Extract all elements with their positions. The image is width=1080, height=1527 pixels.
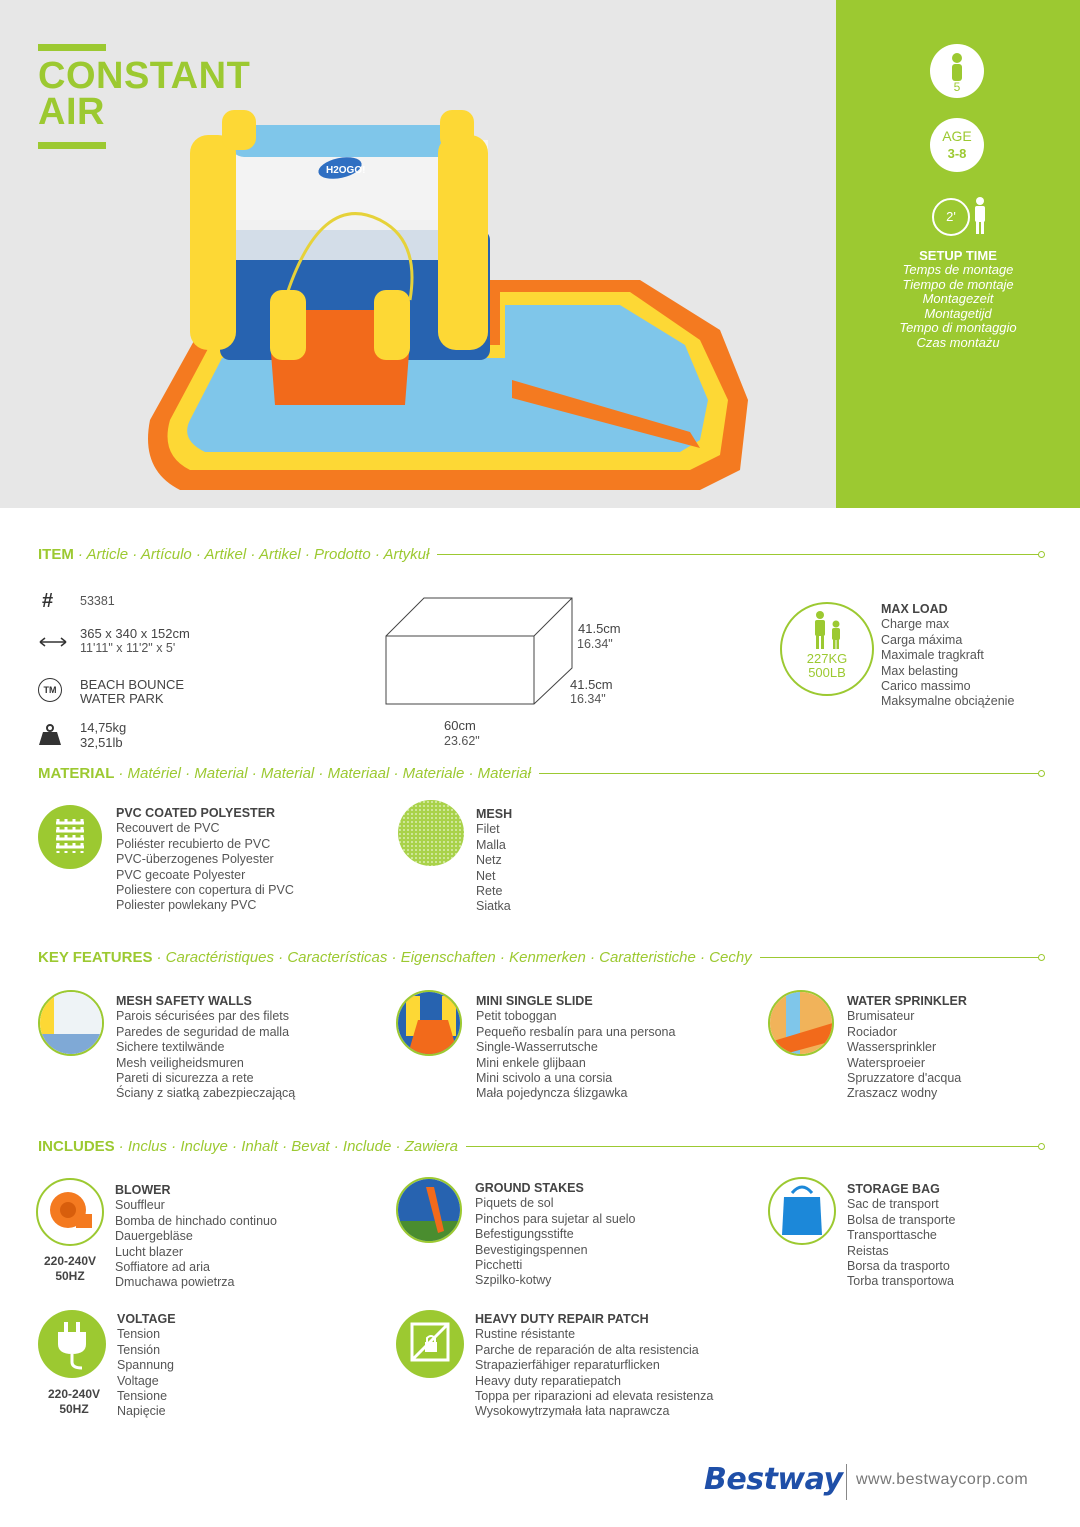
dimensions-imperial: 11'11" x 11'2" x 5' xyxy=(80,641,176,655)
translation-line: Maksymalne obciążenie xyxy=(881,694,1015,709)
translation-line: Torba transportowa xyxy=(847,1274,955,1289)
include-title: VOLTAGE xyxy=(117,1312,176,1326)
max-load-title: MAX LOAD xyxy=(881,602,948,616)
feature-sprinkler-text xyxy=(847,994,967,1102)
mesh-wall-thumbnail xyxy=(38,990,104,1056)
translation-line: Tensión xyxy=(117,1342,161,1357)
section-title: MATERIAL xyxy=(38,764,115,782)
box-width-in: 23.62" xyxy=(444,734,480,748)
translation-line: Ściany z siatką zabezpieczającą xyxy=(116,1086,296,1101)
translation-line: Single-Wasserrutsche xyxy=(476,1040,598,1055)
section-divider xyxy=(539,773,1042,774)
woven-fabric-icon xyxy=(38,805,102,869)
translation-line: Wysokowytrzymała łata naprawcza xyxy=(475,1404,670,1419)
translation-line: Carico massimo xyxy=(881,679,971,694)
translation-line: Bolsa de transporte xyxy=(847,1212,956,1227)
dimensions-metric: 365 x 340 x 152cm xyxy=(80,626,190,641)
trademark-icon: TM xyxy=(38,678,62,702)
translation-line: Befestigungsstifte xyxy=(475,1227,574,1242)
mesh-icon xyxy=(398,800,464,866)
sprinkler-thumbnail xyxy=(768,990,834,1056)
box-width-cm: 60cm xyxy=(444,718,476,733)
include-patch-text xyxy=(475,1312,713,1420)
weight-kg: 14,75kg xyxy=(80,720,127,735)
material-title: MESH xyxy=(476,807,513,821)
setup-translation: Temps de montage xyxy=(902,262,1014,277)
footer-divider xyxy=(846,1464,847,1500)
translation-line: Tension xyxy=(117,1327,161,1342)
translation-line: Reistas xyxy=(847,1243,889,1258)
frequency-value: 50HZ xyxy=(59,1402,89,1416)
section-header-material xyxy=(38,763,1042,783)
translation-line: Pequeño resbalín para una persona xyxy=(476,1024,676,1039)
age-badge xyxy=(930,118,984,172)
translation-line: Mała pojedyncza ślizgawka xyxy=(476,1086,628,1101)
translation-line: Rete xyxy=(476,884,503,899)
repair-patch-icon xyxy=(396,1310,464,1378)
translation-line: Watersproeier xyxy=(847,1055,926,1070)
translation-line: Spannung xyxy=(117,1358,175,1373)
include-blower-text xyxy=(115,1183,277,1291)
include-title: STORAGE BAG xyxy=(847,1182,940,1196)
setup-translation: Montagetijd xyxy=(924,305,992,321)
person-icon xyxy=(972,196,988,236)
hash-icon: # xyxy=(42,590,54,612)
feature-title: MESH SAFETY WALLS xyxy=(116,994,252,1008)
dimensions-arrow-icon xyxy=(38,636,68,648)
blower-frequency: 50HZ xyxy=(55,1269,85,1283)
translation-line: Souffleur xyxy=(115,1198,165,1213)
include-title: GROUND STAKES xyxy=(475,1181,584,1195)
section-header-features xyxy=(38,947,1042,967)
translation-line: Pinchos para sujetar al suelo xyxy=(475,1211,636,1226)
product-title xyxy=(38,55,251,133)
box-depth-in: 16.34" xyxy=(570,692,606,706)
feature-slide-text xyxy=(476,994,675,1102)
section-header-includes xyxy=(38,1136,1042,1156)
feature-title: WATER SPRINKLER xyxy=(847,994,967,1008)
translation-line: Sichere textilwände xyxy=(116,1040,225,1055)
translation-line: Spruzzatore d'acqua xyxy=(847,1071,962,1086)
setup-minutes: 2' xyxy=(946,209,956,224)
adult-child-icon xyxy=(810,610,846,654)
hogo-logo-text: H2OGO! xyxy=(326,165,366,176)
translation-line: Bomba de hinchado continuo xyxy=(115,1213,277,1228)
setup-translation: Tempo di montaggio xyxy=(899,320,1017,336)
translation-line: Charge max xyxy=(881,617,950,632)
include-voltage-text xyxy=(117,1312,176,1420)
translation-line: Carga máxima xyxy=(881,632,963,647)
include-stakes-text xyxy=(475,1181,636,1289)
translation-line: Petit toboggan xyxy=(476,1009,557,1024)
feature-mesh-walls-text xyxy=(116,994,295,1102)
setup-translation: Montagezeit xyxy=(922,291,994,307)
website-link[interactable]: www.bestwaycorp.com xyxy=(856,1471,1029,1488)
translation-line: Picchetti xyxy=(475,1258,523,1273)
box-depth-cm: 41.5cm xyxy=(570,677,613,692)
translation-line: Strapazierfähiger reparaturflicken xyxy=(475,1358,660,1373)
translation-line: Dauergebläse xyxy=(115,1229,193,1244)
section-subtitle: · Article · Artículo · Artikel · Artikel · Prodotto · Artykuł xyxy=(77,545,430,563)
title-bar-bottom xyxy=(38,142,106,149)
age-label: AGE xyxy=(942,128,972,144)
include-title: BLOWER xyxy=(115,1183,171,1197)
material-title: PVC COATED POLYESTER xyxy=(116,806,276,820)
translation-line: Soffiatore ad aria xyxy=(115,1260,210,1275)
weight-lb: 32,51lb xyxy=(80,735,123,750)
translation-line: Mini scivolo a una corsia xyxy=(476,1071,613,1086)
include-bag-text xyxy=(847,1182,955,1290)
blower-voltage: 220-240V xyxy=(43,1254,97,1268)
section-title: ITEM xyxy=(38,545,74,563)
translation-line: Siatka xyxy=(476,899,511,914)
material-pvc-text xyxy=(116,806,294,914)
persons-count: 5 xyxy=(953,80,961,94)
setup-translation: Tiempo de montaje xyxy=(902,276,1014,292)
translation-line: Wassersprinkler xyxy=(847,1040,937,1055)
section-divider xyxy=(760,957,1042,958)
section-subtitle: · Matériel · Material · Material · Materiaal · Materiale · Materiał xyxy=(118,764,531,782)
translation-line: PVC-überzogenes Polyester xyxy=(116,852,274,867)
item-number: 53381 xyxy=(80,594,115,608)
setup-time-translations xyxy=(836,263,1080,351)
title-line-1: CONSTANT xyxy=(38,55,251,97)
translation-line: Netz xyxy=(476,853,502,868)
setup-translation: Czas montażu xyxy=(916,334,1000,350)
max-load-text xyxy=(881,602,1014,710)
translation-line: Tensione xyxy=(117,1389,168,1404)
section-subtitle: · Caractéristiques · Características · Eigenschaften · Kenmerken · Caratteristiche · Cechy xyxy=(156,948,752,966)
translation-line: Brumisateur xyxy=(847,1009,915,1024)
translation-line: Parois sécurisées par des filets xyxy=(116,1009,289,1024)
translation-line: Net xyxy=(476,868,496,883)
translation-line: Recouvert de PVC xyxy=(116,821,220,836)
translation-line: Max belasting xyxy=(881,663,959,678)
translation-line: Toppa per riparazioni ad elevata resistenza xyxy=(475,1389,714,1404)
title-line-2: AIR xyxy=(38,91,105,133)
translation-line: Transporttasche xyxy=(847,1228,937,1243)
material-mesh-text xyxy=(476,807,512,915)
box-height-cm: 41.5cm xyxy=(578,621,621,636)
max-load-lb: 500LB xyxy=(808,665,846,680)
persons-badge xyxy=(930,44,984,98)
section-subtitle: · Inclus · Incluye · Inhalt · Bevat · Include · Zawiera xyxy=(118,1137,458,1155)
timer-icon xyxy=(932,198,970,236)
product-name-line-1: BEACH BOUNCE xyxy=(80,677,185,692)
translation-line: Mesh veiligheidsmuren xyxy=(116,1055,244,1070)
translation-line: Voltage xyxy=(117,1373,159,1388)
section-divider xyxy=(437,554,1042,555)
translation-line: Zraszacz wodny xyxy=(847,1086,938,1101)
translation-line: Pareti di sicurezza a rete xyxy=(116,1071,254,1086)
section-header-item xyxy=(38,544,1042,564)
box-height-in: 16.34" xyxy=(577,637,613,651)
translation-line: Heavy duty reparatiepatch xyxy=(475,1373,621,1388)
translation-line: Sac de transport xyxy=(847,1197,939,1212)
translation-line: Poliéster recubierto de PVC xyxy=(116,836,271,851)
translation-line: Poliestere con copertura di PVC xyxy=(116,883,294,898)
age-range: 3-8 xyxy=(947,146,967,161)
section-title: INCLUDES xyxy=(38,1137,115,1155)
translation-line: Filet xyxy=(476,822,500,837)
max-load-kg: 227KG xyxy=(806,651,848,666)
translation-line: Szpilko-kotwy xyxy=(475,1273,552,1288)
translation-line: Lucht blazer xyxy=(115,1244,184,1259)
translation-line: Paredes de seguridad de malla xyxy=(116,1024,290,1039)
translation-line: Maximale tragkraft xyxy=(881,648,984,663)
translation-line: Rociador xyxy=(847,1024,898,1039)
feature-title: MINI SINGLE SLIDE xyxy=(476,994,593,1008)
package-box-diagram xyxy=(384,596,574,708)
voltage-value: 220-240V xyxy=(47,1387,101,1401)
translation-line: Malla xyxy=(476,837,506,852)
ground-stakes-thumbnail xyxy=(396,1177,462,1243)
section-divider xyxy=(466,1146,1042,1147)
spec-side-panel xyxy=(836,0,1080,508)
section-title: KEY FEATURES xyxy=(38,948,153,966)
translation-line: Mini enkele glijbaan xyxy=(476,1055,586,1070)
blower-thumbnail xyxy=(36,1178,104,1246)
max-load-badge xyxy=(780,602,874,696)
product-name-line-2: WATER PARK xyxy=(80,691,164,706)
translation-line: Piquets de sol xyxy=(475,1196,554,1211)
storage-bag-thumbnail xyxy=(768,1177,836,1245)
slide-thumbnail xyxy=(396,990,462,1056)
setup-time-title: SETUP TIME xyxy=(919,248,997,263)
title-bar-top xyxy=(38,44,106,51)
translation-line: Dmuchawa powietrza xyxy=(115,1275,235,1290)
translation-line: Rustine résistante xyxy=(475,1327,576,1342)
translation-line: Poliester powlekany PVC xyxy=(116,898,257,913)
translation-line: Borsa da trasporto xyxy=(847,1259,950,1274)
weight-icon xyxy=(38,724,62,746)
plug-icon xyxy=(38,1310,106,1378)
bestway-logo: Bestway xyxy=(704,1462,843,1497)
translation-line: Bevestigingspennen xyxy=(475,1242,588,1257)
translation-line: PVC gecoate Polyester xyxy=(116,867,246,882)
translation-line: Napięcie xyxy=(117,1404,166,1419)
translation-line: Parche de reparación de alta resistencia xyxy=(475,1342,699,1357)
include-title: HEAVY DUTY REPAIR PATCH xyxy=(475,1312,649,1326)
